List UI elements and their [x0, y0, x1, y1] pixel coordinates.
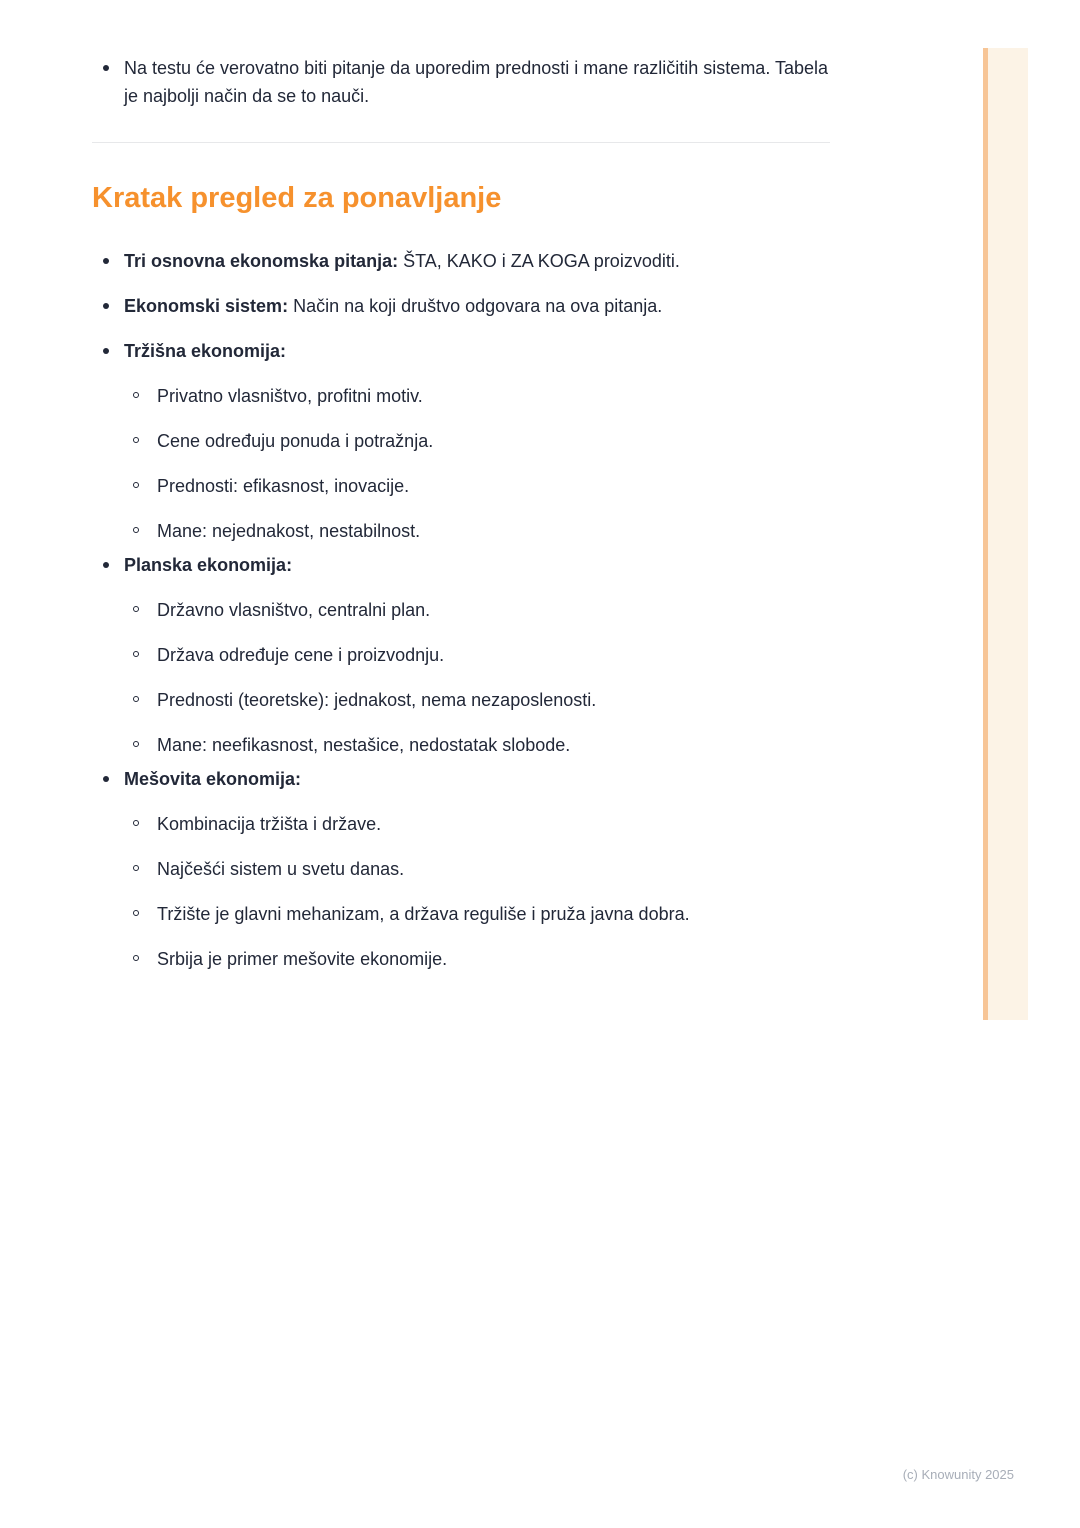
- bullet-dot-icon: [92, 54, 124, 110]
- bullet-circle-icon: [133, 382, 157, 410]
- review-sub-item-text: Prednosti: efikasnost, inovacije.: [157, 476, 410, 496]
- review-sub-item-text: Privatno vlasništvo, profitni motiv.: [157, 386, 423, 406]
- review-item: [92, 247, 830, 275]
- review-item-text: [124, 337, 830, 365]
- review-item: [92, 292, 830, 320]
- review-item-lead: Planska ekonomija:: [124, 555, 293, 575]
- bullet-circle-icon: [133, 686, 157, 714]
- review-sub-item: [133, 945, 830, 973]
- review-sub-list: [92, 596, 830, 759]
- bullet-dot-icon: [92, 765, 124, 793]
- review-sub-item-text: Prednosti (teoretske): jednakost, nema nezaposlenosti.: [157, 690, 597, 710]
- review-item-detail: Način na koji društvo odgovara na ova pitanja.: [288, 296, 663, 316]
- bullet-circle-icon: [133, 472, 157, 500]
- review-sub-item: [133, 900, 830, 928]
- review-sub-item: [133, 810, 830, 838]
- page-edge-stripe: [983, 48, 1028, 1020]
- review-item-text: [124, 551, 830, 579]
- review-sub-item-text: Tržište je glavni mehanizam, a država reguliše i pruža javna dobra.: [157, 904, 690, 924]
- review-sub-item-text: Kombinacija tržišta i države.: [157, 814, 382, 834]
- review-sub-list: [92, 810, 830, 973]
- section-heading: Kratak pregled za ponavljanje: [92, 182, 502, 214]
- review-sub-item: [133, 382, 830, 410]
- review-list: [92, 247, 830, 973]
- bullet-circle-icon: [133, 945, 157, 973]
- review-sub-section: [92, 596, 830, 759]
- review-item-detail: ŠTA, KAKO i ZA KOGA proizvoditi.: [398, 251, 680, 271]
- bullet-circle-icon: [133, 731, 157, 759]
- bullet-circle-icon: [133, 596, 157, 624]
- review-sub-item: [133, 596, 830, 624]
- bullet-dot-icon: [92, 247, 124, 275]
- review-sub-section: [92, 810, 830, 973]
- bullet-dot-icon: [92, 337, 124, 365]
- review-sub-list: [92, 382, 830, 545]
- bullet-circle-icon: [133, 810, 157, 838]
- list-item: [92, 54, 830, 110]
- copyright-footer: (c) Knowunity 2025: [902, 1467, 1014, 1482]
- review-item-lead: Tri osnovna ekonomska pitanja:: [124, 251, 399, 271]
- bullet-circle-icon: [133, 517, 157, 545]
- bullet-circle-icon: [133, 900, 157, 928]
- review-sub-item-text: Država određuje cene i proizvodnju.: [157, 645, 445, 665]
- review-item-lead: Tržišna ekonomija:: [124, 341, 287, 361]
- review-sub-item: [133, 517, 830, 545]
- bullet-circle-icon: [133, 641, 157, 669]
- review-item-text: [124, 292, 830, 320]
- bullet-circle-icon: [133, 427, 157, 455]
- review-sub-item: [133, 855, 830, 883]
- review-sub-item-text: Cene određuju ponuda i potražnja.: [157, 431, 434, 451]
- review-item: [92, 337, 830, 365]
- review-sub-item-text: Mane: neefikasnost, nestašice, nedostatak slobode.: [157, 735, 571, 755]
- review-sub-item-text: Mane: nejednakost, nestabilnost.: [157, 521, 421, 541]
- review-sub-item-text: Državno vlasništvo, centralni plan.: [157, 600, 431, 620]
- bullet-circle-icon: [133, 855, 157, 883]
- intro-list: [92, 54, 830, 110]
- review-sub-item-text: Srbija je primer mešovite ekonomije.: [157, 949, 448, 969]
- review-sub-item: [133, 472, 830, 500]
- section-divider: [92, 142, 830, 143]
- bullet-dot-icon: [92, 551, 124, 579]
- document-content: [92, 48, 830, 979]
- review-sub-item: [133, 641, 830, 669]
- review-item: [92, 765, 830, 793]
- review-sub-section: [92, 382, 830, 545]
- review-sub-item: [133, 686, 830, 714]
- review-item-text: [124, 247, 830, 275]
- review-sub-item-text: Najčešći sistem u svetu danas.: [157, 859, 405, 879]
- review-item: [92, 551, 830, 579]
- bullet-dot-icon: [92, 292, 124, 320]
- review-item-text: [124, 765, 830, 793]
- review-item-lead: Mešovita ekonomija:: [124, 769, 302, 789]
- intro-bullet-text: Na testu će verovatno biti pitanje da uporedim prednosti i mane različitih sistema. Tabela je najbolji način da se to nauči.: [124, 58, 829, 106]
- review-sub-item: [133, 731, 830, 759]
- review-sub-item: [133, 427, 830, 455]
- review-item-lead: Ekonomski sistem:: [124, 296, 289, 316]
